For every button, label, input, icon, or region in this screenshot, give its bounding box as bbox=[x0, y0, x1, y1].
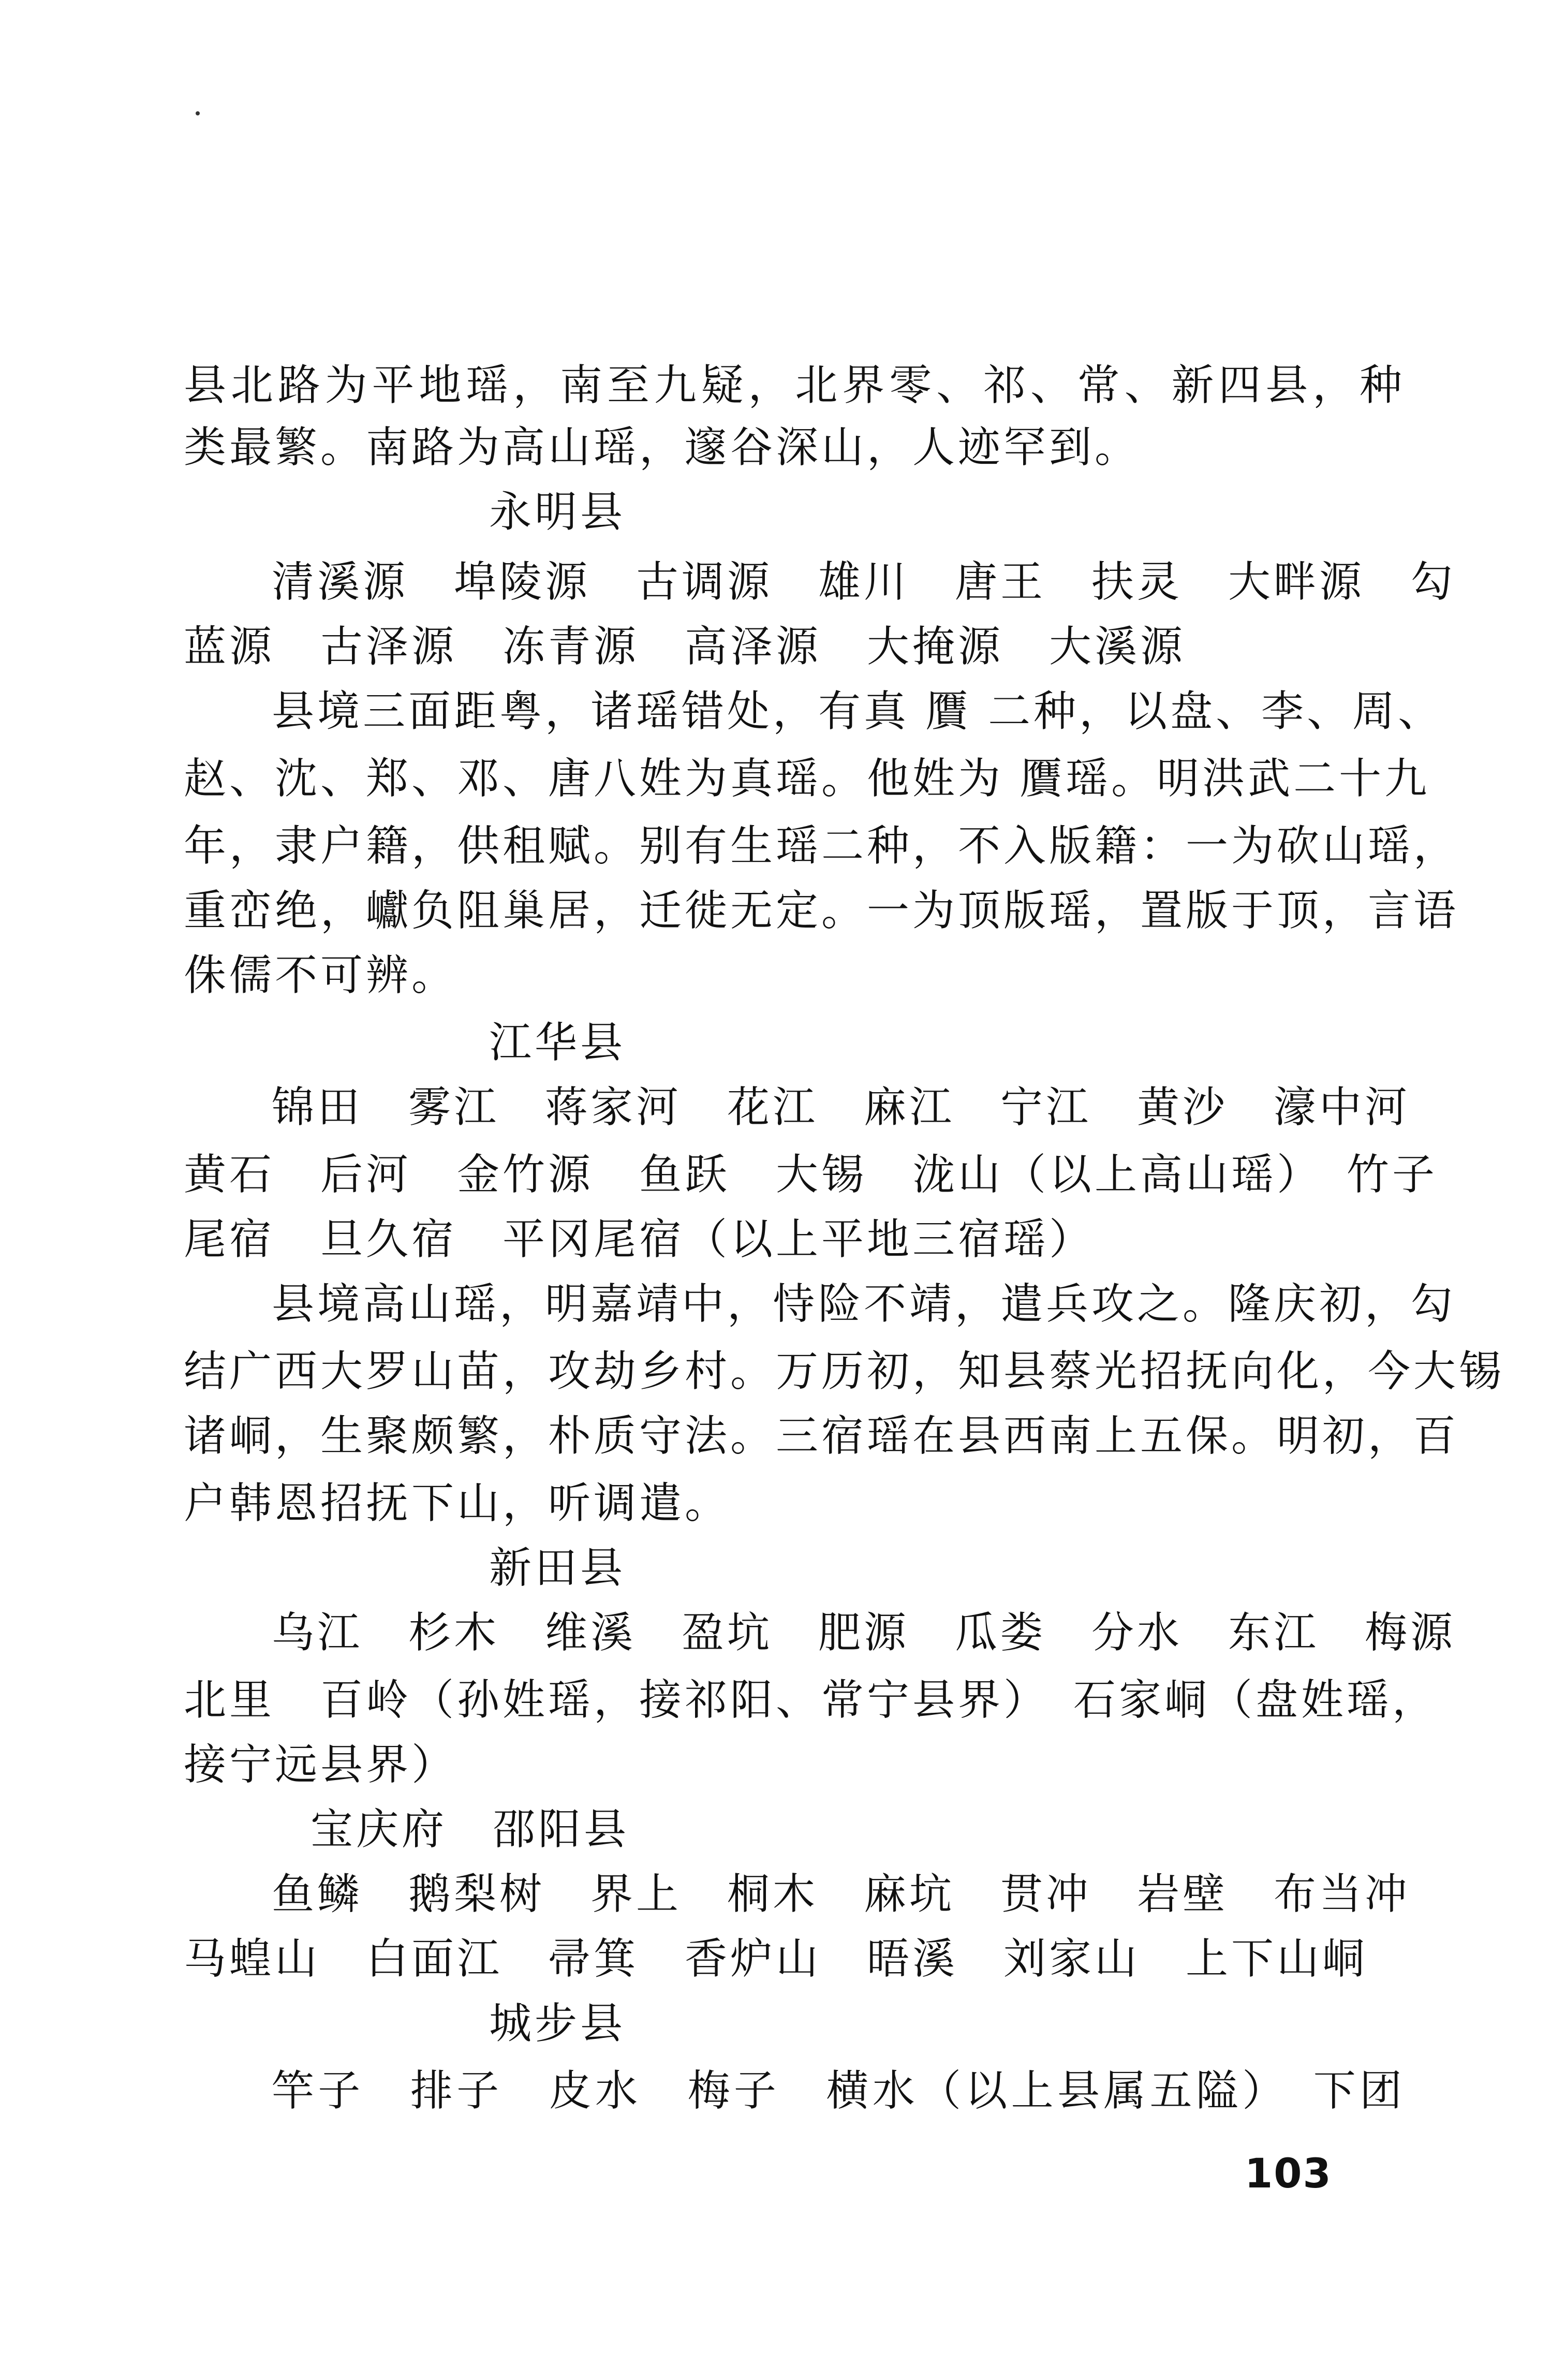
place-list-line: 清溪源 埠陵源 古调源 雄川 唐王 扶灵 大畔源 勾 bbox=[272, 557, 1456, 607]
section-heading: 宝庆府 邵阳县 bbox=[311, 1805, 630, 1854]
scan-speck bbox=[196, 111, 200, 115]
place-list-line: 锦田 雾江 蒋家河 花江 麻江 宁江 黄沙 濠中河 bbox=[272, 1083, 1411, 1132]
text-line: 重峦绝，巘负阻巢居，迁徙无定。一为顶版瑶，置版于顶，言语 bbox=[184, 886, 1459, 935]
page-number: 103 bbox=[1245, 2151, 1332, 2197]
text-line: 赵、沈、郑、邓、唐八姓为真瑶。他姓为 贋瑶。明洪武二十九 bbox=[184, 754, 1430, 803]
section-heading: 新田县 bbox=[489, 1544, 626, 1593]
text-line: 县境三面距粤，诸瑶错处，有真 贋 二种，以盘、李、周、 bbox=[272, 687, 1444, 736]
place-list-line: 北里 百岭（孙姓瑶，接祁阳、常宁县界） 石家峒（盘姓瑶， bbox=[184, 1676, 1438, 1725]
place-list-line: 黄石 后河 金竹源 鱼跃 大锡 泷山（以上高山瑶） 竹子 bbox=[184, 1150, 1438, 1199]
place-list-line: 竿子 排子 皮水 梅子 横水（以上县属五隘） 下团 bbox=[272, 2066, 1405, 2115]
text-line: 县北路为平地瑶，南至九疑，北界零、祁、常、新四县，种 bbox=[184, 361, 1405, 410]
section-heading: 城步县 bbox=[489, 1999, 626, 2048]
text-line: 县境高山瑶，明嘉靖中，恃险不靖，遣兵攻之。隆庆初，勾 bbox=[272, 1280, 1456, 1329]
text-line: 结广西大罗山苗，攻劫乡村。万历初，知县蔡光招抚向化，今大锡 bbox=[184, 1347, 1505, 1396]
text-line: 侏儒不可辨。 bbox=[184, 951, 457, 1000]
text-line: 类最繁。南路为高山瑶，邃谷深山，人迹罕到。 bbox=[184, 423, 1141, 472]
section-heading: 江华县 bbox=[489, 1018, 626, 1067]
place-list-line: 尾宿 旦久宿 平冈尾宿（以上平地三宿瑶） bbox=[184, 1215, 1095, 1264]
place-list-line: 乌江 杉木 维溪 盈坑 肥源 瓜娄 分水 东江 梅源 bbox=[272, 1608, 1456, 1657]
place-list-line: 鱼鳞 鹅梨树 界上 桐木 麻坑 贯冲 岩壁 布当冲 bbox=[272, 1870, 1411, 1919]
place-list-line: 马蝗山 白面江 帚箕 香炉山 晤溪 刘家山 上下山峒 bbox=[184, 1934, 1368, 1984]
text-line: 户韩恩招抚下山，听调遣。 bbox=[184, 1479, 731, 1528]
text-line: 诸峒，生聚颇繁，朴质守法。三宿瑶在县西南上五保。明初，百 bbox=[184, 1412, 1459, 1461]
text-line: 年，隶户籍，供租赋。别有生瑶二种，不入版籍：一为砍山瑶， bbox=[184, 821, 1459, 871]
place-list-line: 蓝源 古泽源 冻青源 高泽源 大掩源 大溪源 bbox=[184, 622, 1186, 671]
place-list-line: 接宁远县界） bbox=[184, 1740, 457, 1789]
section-heading: 永明县 bbox=[489, 488, 626, 537]
